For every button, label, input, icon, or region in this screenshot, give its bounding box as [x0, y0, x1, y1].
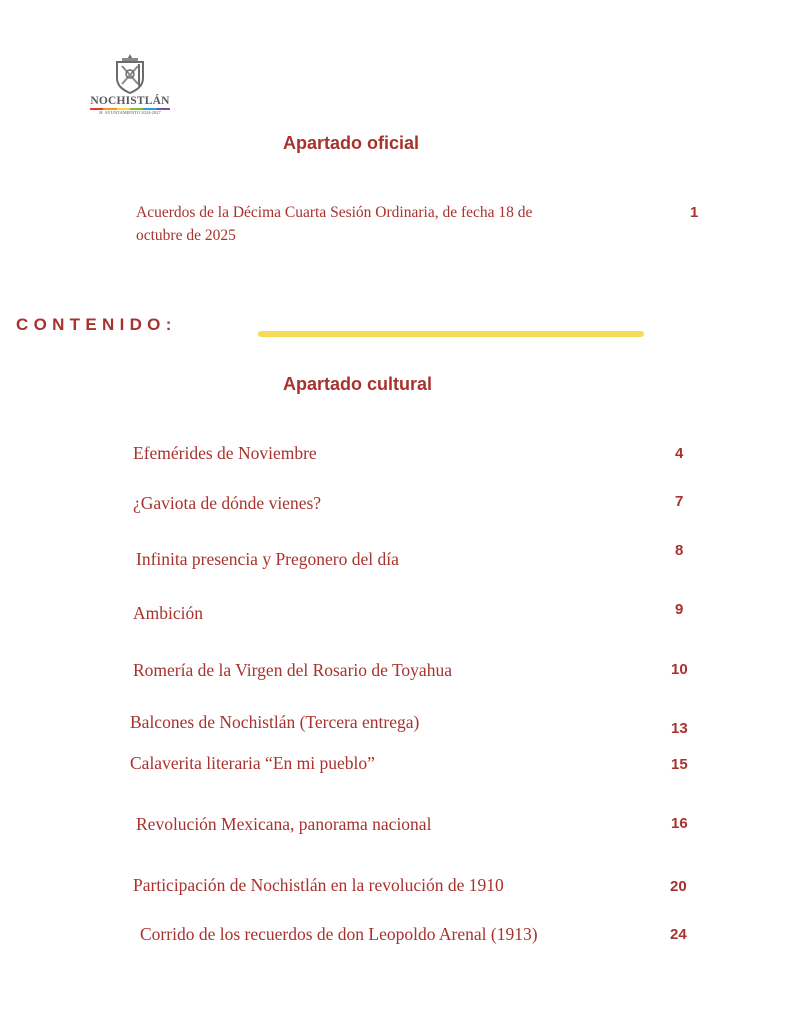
- official-entry-title: Acuerdos de la Décima Cuarta Sesión Ordinaria, de fecha 18 de octubre de 2025: [136, 204, 533, 244]
- toc-entry-page: 4: [675, 445, 684, 462]
- toc-entry-title: Ambición: [133, 603, 203, 623]
- highlight-divider: [258, 331, 644, 337]
- logo-wordmark: NOCHISTLÁN: [90, 95, 170, 107]
- municipality-logo: [88, 52, 172, 124]
- toc-entry-title: Revolución Mexicana, panorama nacional: [136, 814, 432, 834]
- toc-entry-page: 20: [670, 878, 687, 895]
- logo-subtitle: H. AYUNTAMIENTO 2024-2027: [99, 110, 161, 115]
- toc-entry-title: Corrido de los recuerdos de don Leopoldo Arenal (1913): [140, 924, 538, 944]
- contenido-label: CONTENIDO:: [16, 315, 177, 334]
- toc-entry-page: 16: [671, 815, 688, 832]
- toc-entry-title: Balcones de Nochistlán (Tercera entrega): [130, 712, 420, 732]
- toc-entry-title: ¿Gaviota de dónde vienes?: [133, 493, 322, 513]
- toc-entry-page: 13: [671, 720, 688, 737]
- toc-entry-title: Efemérides de Noviembre: [133, 443, 317, 463]
- official-section-heading: Apartado oficial: [283, 133, 420, 153]
- toc-entry-page: 10: [671, 661, 688, 678]
- toc-entry-title: Calaverita literaria “En mi pueblo”: [130, 753, 375, 773]
- toc-entry-title: Romería de la Virgen del Rosario de Toyahua: [133, 660, 452, 680]
- toc-entry-page: 9: [675, 601, 684, 618]
- toc-entry-title: Infinita presencia y Pregonero del día: [136, 549, 399, 569]
- cultural-section-heading: Apartado cultural: [283, 374, 433, 394]
- toc-entry-page: 15: [671, 756, 688, 773]
- toc-entry-page: 8: [675, 542, 684, 559]
- coat-of-arms-icon: [113, 52, 147, 94]
- toc-entry-page: 7: [675, 493, 684, 510]
- toc-entry-page: 24: [670, 926, 687, 943]
- official-entry-page: 1: [690, 204, 699, 221]
- toc-entry-title: Participación de Nochistlán en la revolución de 1910: [133, 875, 504, 895]
